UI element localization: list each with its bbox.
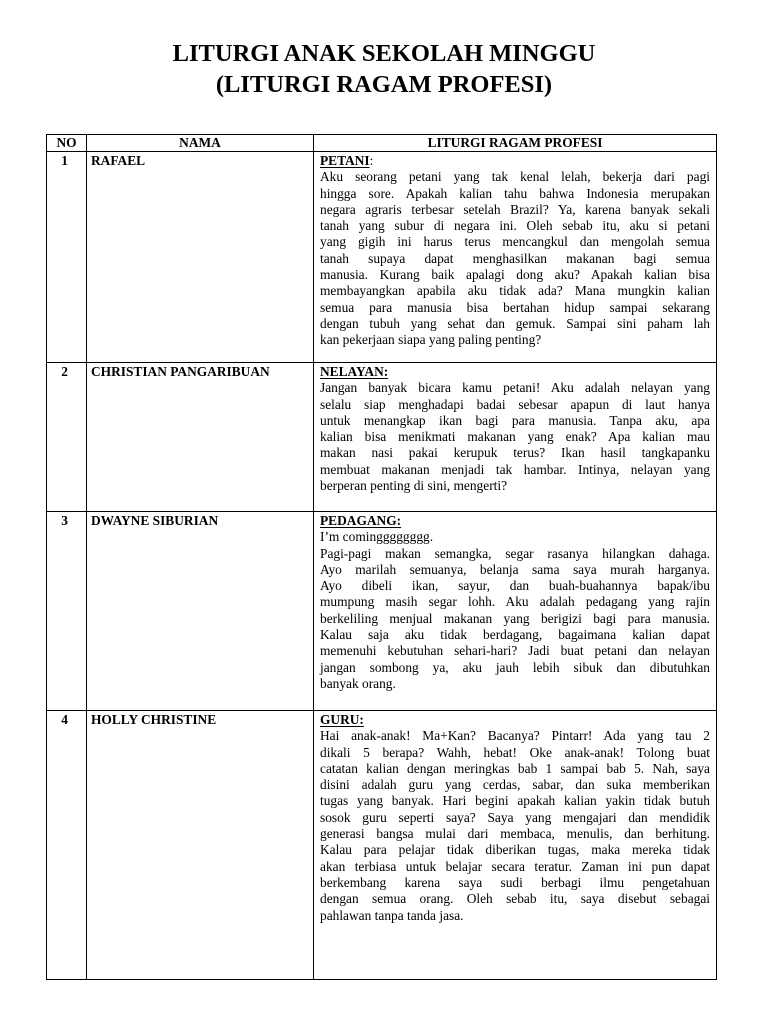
text-line: Ayo dibeli ikan, sayur, dan buah-buahannya bapak/ibu: [320, 578, 710, 594]
text-line: hingga sore. Apakah kalian tahu bahwa Indonesia merupakan: [320, 185, 710, 201]
role-label: PETANI: [320, 153, 370, 168]
header-nama: NAMA: [87, 135, 314, 152]
liturgy-cell: [314, 363, 717, 512]
text-line: memenuhi kebutuhan sehari-hari? Jadi buat petani dan nelayan: [320, 643, 710, 659]
performer-name: CHRISTIAN PANGARIBUAN: [87, 363, 314, 512]
table-row: [47, 711, 717, 980]
row-number: 3: [47, 512, 87, 711]
text-line: catatan kalian dengan meringkas bab 1 sampai bab 5. Nah, saya: [320, 760, 710, 776]
liturgy-cell: [314, 512, 717, 711]
text-line: kalian bisa menikmati makanan yang enak? Apa kalian mau: [320, 429, 710, 445]
text-line: membuat makanan menjadi tak hambar. Intinya, nelayan yang: [320, 461, 710, 477]
text-line: Kalau saja aku tidak berdagang, bagaimana kalian dapat: [320, 627, 710, 643]
role-heading: [320, 153, 710, 169]
liturgy-text: [320, 728, 710, 924]
text-line: manusia. Kurang baik apalagi dong aku? Apakah kalian bisa: [320, 267, 710, 283]
role-heading: [320, 364, 710, 380]
row-number: 2: [47, 363, 87, 512]
text-line: Hai anak-anak! Ma+Kan? Bacanya? Pintarr! Ada yang tau 2: [320, 728, 710, 744]
row-number: 1: [47, 152, 87, 363]
text-line: sosok guru seperti saya? Saya yang mengajari dan mendidik: [320, 809, 710, 825]
role-heading: [320, 513, 710, 529]
text-line: disini adalah guru yang cerdas, sabar, dan suka memberikan: [320, 777, 710, 793]
text-line: I’m comingggggggg.: [320, 529, 434, 545]
text-line: semua para manusia bisa bertahan hidup sampai sekarang: [320, 299, 710, 315]
text-line: Jangan banyak bicara kamu petani! Aku adalah nelayan yang: [320, 380, 710, 396]
text-line: makan nasi pakai kerupuk terus? Ikan hasil tangkapanku: [320, 445, 710, 461]
text-line: Aku seorang petani yang tak kenal lelah, bekerja dari pagi: [320, 169, 710, 185]
liturgy-text: [320, 529, 710, 692]
text-line: Pagi-pagi makan semangka, segar rasanya hilangkan dahaga.: [320, 545, 710, 561]
text-line: negara agraris terbesar setelah Brazil? Ya, karena banyak sekali: [320, 201, 710, 217]
text-line: dengan tubuh yang sehat dan gemuk. Sampai sini paham lah: [320, 315, 710, 331]
text-line: mumpung masih segar lohh. Aku adalah pedagang yang rajin: [320, 594, 710, 610]
performer-name: HOLLY CHRISTINE: [87, 711, 314, 980]
liturgy-table: [46, 134, 717, 980]
text-line: yang gigih ini harus terus mencangkul dan mengolah semua: [320, 234, 710, 250]
text-line: Ayo marilah semuanya, belanja sama saya murah harganya.: [320, 561, 710, 577]
title-line-2: (LITURGI RAGAM PROFESI): [215, 71, 553, 98]
role-label: PEDAGANG:: [320, 513, 402, 528]
page-title: [0, 38, 768, 100]
text-line: banyak orang.: [320, 675, 396, 691]
text-line: Kalau para pelajar tidak diberikan tugas, maka mereka tidak: [320, 842, 710, 858]
table-header-row: [47, 135, 717, 152]
liturgy-text: [320, 380, 710, 494]
text-line: tugas yang banyak. Hari begini apakah kalian yakin tidak butuh: [320, 793, 710, 809]
text-line: berkembang karena saya sudi berbagi ilmu pengetahuan: [320, 874, 710, 890]
liturgy-cell: [314, 711, 717, 980]
text-line: generasi bangsa mulai dari membaca, menulis, dan berhitung.: [320, 826, 710, 842]
performer-name: RAFAEL: [87, 152, 314, 363]
role-suffix: :: [369, 153, 374, 168]
text-line: untuk menangkap ikan bagi para manusia. Tanpa aku, apa: [320, 412, 710, 428]
text-line: dengan semua orang. Oleh sebab itu, saya disebut sebagai: [320, 891, 710, 907]
text-line: akan terbiasa untuk belajar secara teratur. Zaman ini pun dapat: [320, 858, 710, 874]
text-line: dikali 5 berapa? Wahh, hebat! Oke anak-anak! Tolong buat: [320, 744, 710, 760]
text-line: membayangkan apabila aku tidak ada? Mana mungkin kalian: [320, 283, 710, 299]
role-label: GURU:: [320, 712, 364, 727]
role-label: NELAYAN:: [320, 364, 389, 379]
liturgy-cell: [314, 152, 717, 363]
text-line: kan pekerjaan siapa yang paling penting?: [320, 332, 542, 348]
title-line-1: LITURGI ANAK SEKOLAH MINGGU: [172, 40, 596, 67]
text-line: berperan penting di sini, mengerti?: [320, 478, 508, 494]
performer-name: DWAYNE SIBURIAN: [87, 512, 314, 711]
role-heading: [320, 712, 710, 728]
liturgy-text: [320, 169, 710, 348]
table-row: [47, 363, 717, 512]
row-number: 4: [47, 711, 87, 980]
text-line: jangan sombong ya, aku jauh lebih sibuk dan dibutuhkan: [320, 659, 710, 675]
text-line: pahlawan tanpa tanda jasa.: [320, 907, 464, 923]
header-liturgi: LITURGI RAGAM PROFESI: [314, 135, 717, 152]
table-row: [47, 512, 717, 711]
text-line: selalu siap menghadapi badai sebesar apapun di laut hanya: [320, 396, 710, 412]
table-row: [47, 152, 717, 363]
text-line: berkeliling menjual makanan yang berigizi bagi para manusia.: [320, 610, 710, 626]
text-line: tanah supaya dapat menghasilkan makanan bagi semua: [320, 250, 710, 266]
text-line: tanah yang subur di negara ini. Oleh sebab itu, aku si petani: [320, 218, 710, 234]
header-no: NO: [47, 135, 87, 152]
